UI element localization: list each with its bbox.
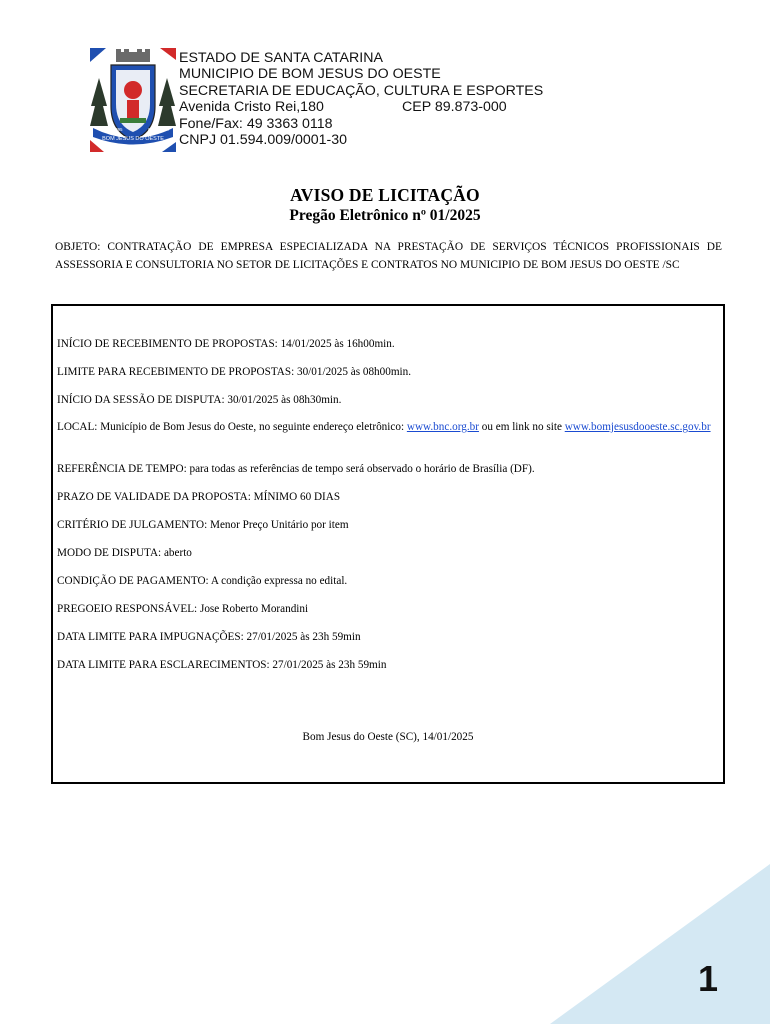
- link-bom-jesus-site[interactable]: www.bomjesusdooeste.sc.gov.br: [564, 421, 711, 433]
- crest-year-left: 14-12-1995: [101, 127, 123, 132]
- detail-prazo-validade: PRAZO DE VALIDADE DA PROPOSTA: MÍNIMO 60 DIAS: [57, 491, 341, 503]
- crest-ribbon-text: BOM JESUS DO OESTE: [102, 136, 164, 142]
- local-middle: ou em link no site: [478, 421, 565, 433]
- detail-inicio-recebimento: INÍCIO DE RECEBIMENTO DE PROPOSTAS: 14/01/2025 às 16h00min.: [57, 338, 395, 350]
- header-cnpj: CNPJ 01.594.009/0001-30: [179, 132, 348, 149]
- letterhead: [90, 48, 690, 158]
- detail-limite-recebimento: LIMITE PARA RECEBIMENTO DE PROPOSTAS: 30/01/2025 às 08h00min.: [57, 366, 412, 378]
- detail-limite-esclarecimentos: DATA LIMITE PARA ESCLARECIMENTOS: 27/01/2025 às 23h 59min: [57, 659, 387, 671]
- detail-modo-disputa: MODO DE DISPUTA: aberto: [57, 547, 192, 559]
- header-address: Avenida Cristo Rei,180: [179, 99, 324, 116]
- detail-inicio-sessao: INÍCIO DA SESSÃO DE DISPUTA: 30/01/2025 às 08h30min.: [57, 394, 342, 406]
- page-number: 1: [697, 958, 718, 999]
- notice-subtitle: Pregão Eletrônico nº 01/2025: [289, 207, 481, 224]
- header-state: ESTADO DE SANTA CATARINA: [179, 50, 383, 66]
- detail-criterio: CRITÉRIO DE JULGAMENTO: Menor Preço Unitário por item: [57, 519, 349, 531]
- detail-limite-impugnacoes: DATA LIMITE PARA IMPUGNAÇÕES: 27/01/2025 às 23h 59min: [57, 631, 361, 643]
- header-phone: Fone/Fax: 49 3363 0118: [179, 115, 333, 132]
- place-date: Bom Jesus do Oeste (SC), 14/01/2025: [302, 731, 474, 743]
- detail-referencia-tempo: REFERÊNCIA DE TEMPO: para todas as referências de tempo será observado o horário de Brasília (DF).: [57, 463, 535, 475]
- header-address-row: [179, 99, 543, 115]
- notice-title-block: [0, 185, 770, 225]
- corner-decoration: [550, 864, 770, 1024]
- detail-local: [57, 421, 723, 434]
- crest-year-right: 01-01-1997: [148, 127, 170, 132]
- detail-pregoeiro: PREGOEIO RESPONSÁVEL: Jose Roberto Morandini: [57, 603, 309, 615]
- municipal-coat-of-arms: [90, 48, 176, 152]
- header-municipality: MUNICIPIO DE BOM JESUS DO OESTE: [179, 66, 441, 83]
- link-bnc[interactable]: www.bnc.org.br: [406, 421, 479, 433]
- letterhead-text: [179, 50, 543, 148]
- detail-condicao-pagamento: CONDIÇÃO DE PAGAMENTO: A condição expressa no edital.: [57, 575, 348, 587]
- header-cep: CEP 89.873-000: [402, 99, 507, 116]
- notice-title: AVISO DE LICITAÇÃO: [290, 185, 480, 205]
- header-secretariat: SECRETARIA DE EDUCAÇÃO, CULTURA E ESPORTES: [179, 82, 544, 99]
- details-box: [51, 304, 725, 784]
- local-prefix: LOCAL: Município de Bom Jesus do Oeste, no seguinte endereço eletrônico:: [57, 421, 407, 433]
- notice-objeto: OBJETO: CONTRATAÇÃO DE EMPRESA ESPECIALIZADA NA PRESTAÇÃO DE SERVIÇOS TÉCNICOS PROFISSIONAIS DE ASSESSORIA E CONSULTORIA NO SETOR DE LICITAÇÕES E CONTRATOS NO MUNICIPIO DE BOM JESUS DO OESTE /SC: [55, 241, 722, 271]
